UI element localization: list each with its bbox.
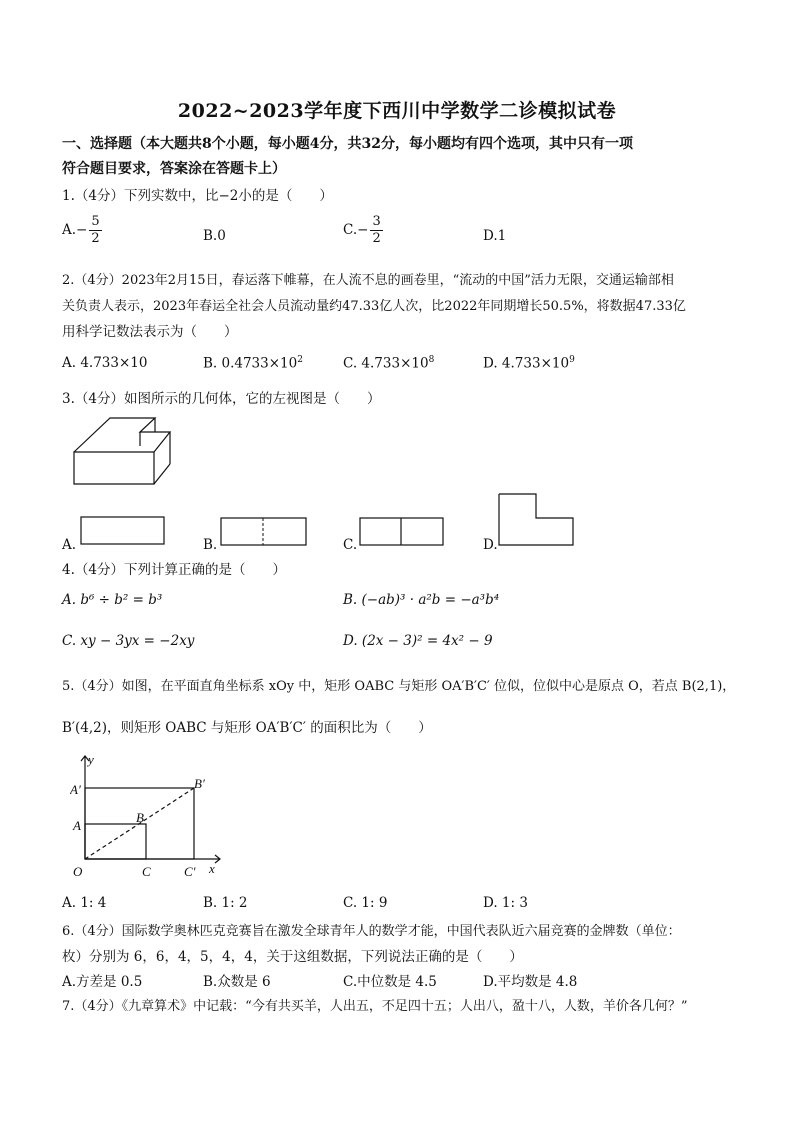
- q1-option-d: D.1: [483, 228, 507, 244]
- q1-a-fraction: [89, 214, 101, 247]
- q7-line1: 7.（4分）《九章算术》中记载：“今有共买羊，人出五，不足四十五；人出八，盈十八，人数，羊价各几何？”: [62, 999, 688, 1014]
- q1-a-numerator: 5: [91, 214, 100, 229]
- q3-bottom-right-edge: [154, 464, 170, 484]
- q3-option-c-figure: [359, 517, 445, 547]
- q6-option-d: D.平均数是 4.8: [483, 974, 578, 990]
- q2-d-exponent: 9: [569, 355, 575, 365]
- q6-line2: 枚）分别为 6，6，4，5，4，4，关于这组数据，下列说法正确的是（ ）: [62, 949, 523, 965]
- q1-option-c: [343, 214, 383, 247]
- q1-c-sign: −: [357, 222, 369, 238]
- section-heading-line2: 符合题目要求，答案涂在答题卡上）: [62, 161, 286, 177]
- q3-top-face: [74, 418, 170, 452]
- q4-stem: 4.（4分）下列计算正确的是（ ）: [62, 562, 286, 578]
- q3-option-c-label: C.: [343, 537, 358, 553]
- q1-c-fraction: [370, 214, 382, 247]
- q5-label-A-prime: A′: [70, 782, 81, 797]
- q3-option-a-label: A.: [62, 537, 77, 553]
- q6-line1: 6.（4分）国际数学奥林匹克竞赛旨在激发全球青年人的数学才能，中国代表队近六届竞赛的金牌数（单位：: [62, 924, 681, 939]
- q5-option-b: B. 1: 2: [203, 895, 248, 911]
- q5-label-B: B: [136, 810, 144, 825]
- q3-option-a-figure: [80, 516, 166, 546]
- q5-line1: 5.（4分）如图，在平面直角坐标系 xOy 中，矩形 OABC 与矩形 OA′B′C′ 位似，位似中心是原点 O，若点 B(2,1)，: [62, 679, 736, 694]
- q4-option-a: A. b⁶ ÷ b² = b³: [62, 592, 163, 608]
- q6-option-a: A.方差是 0.5: [62, 974, 143, 990]
- section-heading-line1: 一、选择题（本大题共8个小题，每小题4分，共32分，每小题均有四个选项，其中只有一项: [62, 136, 633, 152]
- q3-option-b-label: B.: [203, 537, 218, 553]
- q1-stem: 1.（4分）下列实数中，比−2小的是（ ）: [62, 188, 333, 204]
- q5-label-O: O: [73, 864, 83, 879]
- q5-line2: B′(4,2)，则矩形 OABC 与矩形 OA′B′C′ 的面积比为（ ）: [62, 720, 432, 736]
- q5-label-C: C: [142, 864, 151, 879]
- q5-coordinate-figure: [70, 752, 230, 882]
- q1-c-denominator: 2: [372, 231, 381, 246]
- q2-option-c: [343, 355, 434, 372]
- q5-option-c: C. 1: 9: [343, 895, 388, 911]
- q2-option-d: [483, 355, 575, 372]
- q3-front-face: [74, 452, 154, 484]
- q2-c-exponent: 8: [428, 355, 435, 365]
- q3-solid-figure: [70, 412, 210, 487]
- q4-option-b: B. (−ab)³ · a²b = −a³b⁴: [343, 592, 500, 608]
- q1-c-numerator: 3: [372, 214, 381, 229]
- q1-a-prefix: A.: [62, 222, 77, 238]
- q2-b-exponent: 2: [297, 355, 303, 365]
- q2-line1: 2.（4分）2023年2月15日，春运落下帷幕，在人流不息的画卷里，“流动的中国”活力无限，交通运输部相: [62, 273, 674, 288]
- q2-d-base: D. 4.733×10: [483, 355, 570, 372]
- q5-option-d: D. 1: 3: [483, 895, 528, 911]
- q1-a-denominator: 2: [91, 231, 100, 246]
- q2-b-base: B. 0.4733×10: [203, 355, 298, 372]
- q3-option-d-label: D.: [483, 537, 498, 553]
- q1-c-prefix: C.: [343, 222, 358, 238]
- q1-option-b: B.0: [203, 228, 226, 244]
- q2-option-a: A. 4.733×10: [62, 355, 148, 371]
- q2-c-base: C. 4.733×10: [343, 355, 429, 372]
- q1-a-sign: −: [76, 222, 88, 238]
- q4-option-c: C. xy − 3yx = −2xy: [62, 633, 195, 649]
- q5-label-C-prime: C′: [184, 864, 196, 879]
- q2-option-b: [203, 355, 303, 372]
- q1-option-a: [62, 214, 102, 247]
- q5-label-A: A: [73, 818, 81, 833]
- q3-stem: 3.（4分）如图所示的几何体，它的左视图是（ ）: [62, 391, 381, 407]
- q3-option-b-figure: [220, 517, 308, 547]
- q5-label-x: x: [209, 861, 215, 876]
- q5-label-y: y: [88, 752, 94, 767]
- q4-option-d: D. (2x − 3)² = 4x² − 9: [343, 633, 493, 649]
- q2-line2: 关负责人表示，2023年春运全社会人员流动量约47.33亿人次，比2022年同期增长50.5%，将数据47.33亿: [62, 299, 686, 314]
- q5-option-a: A. 1: 4: [62, 895, 107, 911]
- q6-option-b: B.众数是 6: [203, 974, 271, 990]
- q3-option-d-figure: [498, 493, 576, 547]
- q2-line3: 用科学记数法表示为（ ）: [62, 324, 238, 340]
- page-title: 2022~2023学年度下西川中学数学二诊模拟试卷: [177, 100, 617, 122]
- q5-label-B-prime: B′: [194, 776, 205, 791]
- q6-option-c: C.中位数是 4.5: [343, 974, 437, 990]
